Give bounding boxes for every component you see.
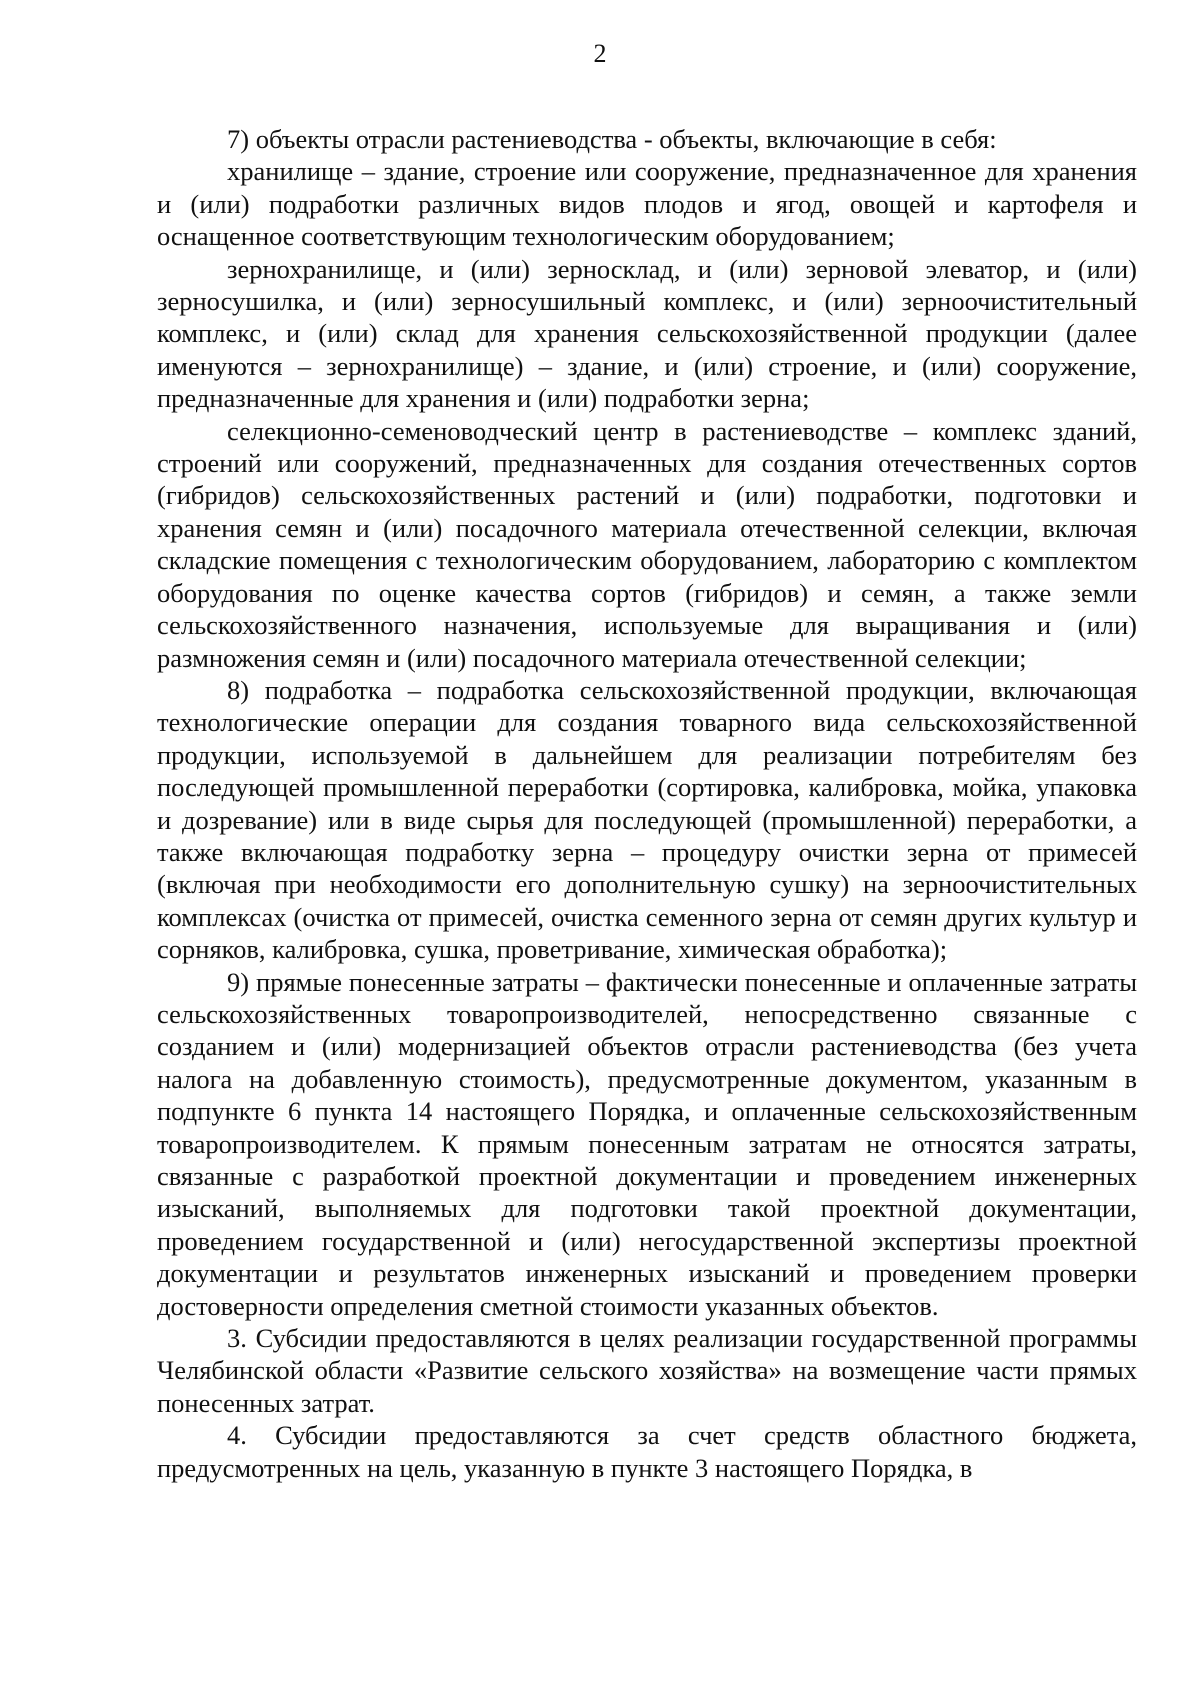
paragraph-storage: хранилище – здание, строение или сооружение, предназначенное для хранения и (или) подработки различных видов плодов и ягод, овощей и картофеля и оснащенное соответствующим технологическим оборудованием; <box>157 156 1137 252</box>
paragraph-item-9: 9) прямые понесенные затраты – фактически понесенные и оплаченные затраты сельскохозяйственных товаропроизводителей, непосредственно связанные с созданием и (или) модернизацией объектов отрасли растениеводства (без учета налога на добавленную стоимость), предусмотренные документом, указанным в подпункте 6 пункта 14 настоящего Порядка, и оплаченные сельскохозяйственным товаропроизводителем. К прямым понесенным затратам не относятся затраты, связанные с разработкой проектной документации и проведением инженерных изысканий, выполняемых для подготовки такой проектной документации, проведением государственной и (или) негосударственной экспертизы проектной документации и результатов инженерных изысканий и проведением проверки достоверности определения сметной стоимости указанных объектов. <box>157 966 1137 1321</box>
paragraph-section-4: 4. Субсидии предоставляются за счет средств областного бюджета, предусмотренных на цель, указанную в пункте 3 настоящего Порядка, в <box>157 1420 1137 1483</box>
paragraph-item-7: 7) объекты отрасли растениеводства - объекты, включающие в себя: <box>227 124 997 154</box>
page-number: 2 <box>593 39 607 68</box>
paragraph-granary: зернохранилище, и (или) зерносклад, и (или) зерновой элеватор, и (или) зерносушилка, и (или) зерносушильный комплекс, и (или) зерноочистительный комплекс, и (или) склад для хранения сельскохозяйственной продукции (далее именуются – зернохранилище) – здание, и (или) строение, и (или) сооружение, предназначенные для хранения и (или) подработки зерна; <box>157 253 1137 414</box>
document-body <box>157 123 1137 1484</box>
paragraph-seed-center: селекционно-семеноводческий центр в растениеводстве – комплекс зданий, строений или сооружений, предназначенных для создания отечественных сортов (гибридов) сельскохозяйственных растений и (или) подработки, подготовки и хранения семян и (или) посадочного материала отечественной селекции, включая складские помещения с технологическим оборудованием, лабораторию с комплектом оборудования по оценке качества сортов (гибридов) и семян, а также земли сельскохозяйственного назначения, используемые для выращивания и (или) размножения семян и (или) посадочного материала отечественной селекции; <box>157 415 1137 673</box>
paragraph-section-3: 3. Субсидии предоставляются в целях реализации государственной программы Челябинской области «Развитие сельского хозяйства» на возмещение части прямых понесенных затрат. <box>157 1323 1137 1418</box>
paragraph-item-8: 8) подработка – подработка сельскохозяйственной продукции, включающая технологические операции для создания товарного вида сельскохозяйственной продукции, используемой в дальнейшем для реализации потребителям без последующей промышленной переработки (сортировка, калибровка, мойка, упаковка и дозревание) или в виде сырья для последующей (промышленной) переработки, а также включающая подработку зерна – процедуру очистки зерна от примесей (включая при необходимости его дополнительную сушку) на зерноочистительных комплексах (очистка от примесей, очистка семенного зерна от семян других культур и сорняков, калибровка, сушка, проветривание, химическая обработка); <box>157 674 1137 965</box>
